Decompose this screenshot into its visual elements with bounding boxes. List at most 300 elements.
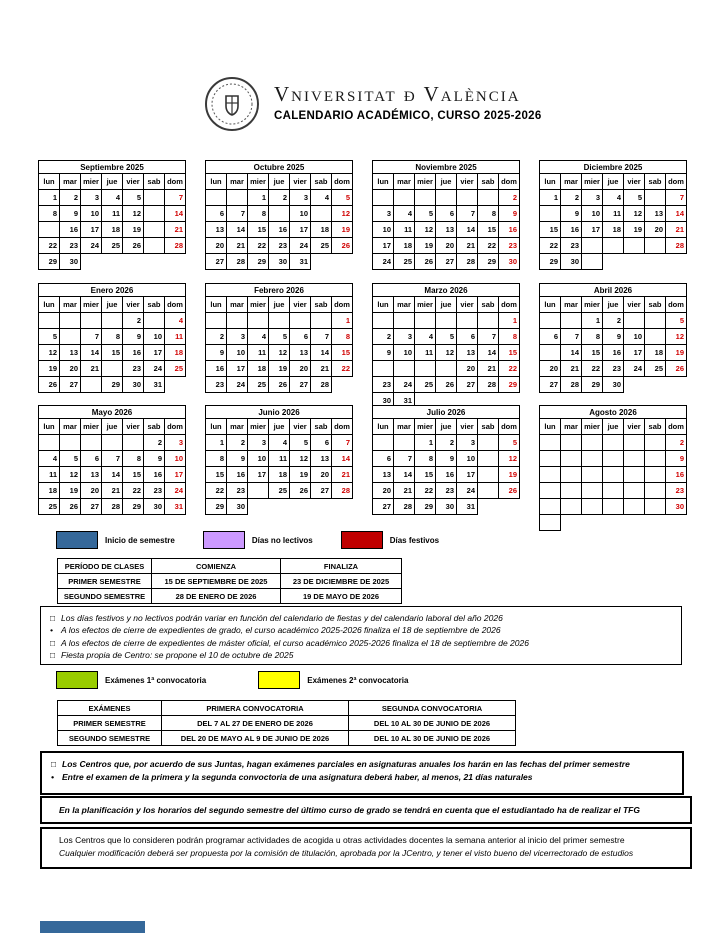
day-cell: 14 (624, 467, 645, 483)
week-row (39, 238, 186, 254)
day-cell: 26 (436, 377, 457, 393)
day-cell: 4 (561, 451, 582, 467)
day-cell: 23 (561, 238, 582, 254)
day-cell: 31 (394, 393, 415, 409)
day-cell: 24 (582, 238, 603, 254)
day-cell: 24 (540, 499, 561, 515)
week-row (373, 361, 520, 377)
week-row (39, 435, 186, 451)
day-cell: 2 (561, 190, 582, 206)
month-diciembre-2025 (539, 160, 687, 270)
weekday-header: sab (144, 174, 165, 190)
day-cell: 26 (39, 377, 60, 393)
day-cell: 27 (457, 377, 478, 393)
day-cell: 30 (666, 499, 687, 515)
day-cell: 30 (561, 254, 582, 270)
day-cell: 2 (206, 329, 227, 345)
weekday-header: mar (561, 174, 582, 190)
day-cell: 18 (165, 345, 186, 361)
day-cell: 7 (561, 329, 582, 345)
empty-cell (436, 313, 457, 329)
day-cell: 1 (332, 313, 353, 329)
exam-types-legend (56, 671, 408, 689)
week-row (373, 206, 520, 222)
day-cell: 13 (603, 467, 624, 483)
day-cell: 7 (311, 329, 332, 345)
week-row (39, 499, 186, 515)
empty-cell (394, 190, 415, 206)
day-cell: 8 (206, 451, 227, 467)
day-cell: 8 (540, 206, 561, 222)
day-cell: 6 (603, 451, 624, 467)
day-cell: 12 (415, 222, 436, 238)
week-row (540, 345, 687, 361)
day-cell: 31 (457, 499, 478, 515)
day-cell: 4 (645, 313, 666, 329)
day-cell: 16 (561, 222, 582, 238)
note-line (50, 637, 672, 649)
weekday-header: mier (582, 419, 603, 435)
week-row (39, 345, 186, 361)
day-cell: 3 (373, 206, 394, 222)
day-cell: 22 (39, 238, 60, 254)
note-text: Los Centros que, por acuerdo de sus Juntas, hagan exámenes parciales en asignaturas anuales los harán en las fechas del primer semestre (62, 759, 630, 769)
day-cell: 17 (457, 467, 478, 483)
day-cell: 30 (499, 254, 520, 270)
day-cell: 29 (206, 499, 227, 515)
week-row (373, 222, 520, 238)
day-cell: 15 (332, 345, 353, 361)
note-line (51, 771, 673, 784)
day-cell: 29 (415, 499, 436, 515)
day-cell: 23 (603, 361, 624, 377)
day-cell: 23 (373, 377, 394, 393)
day-cell: 21 (227, 238, 248, 254)
day-cell: 1 (102, 313, 123, 329)
month-title: Noviembre 2025 (373, 161, 520, 174)
day-cell: 15 (248, 222, 269, 238)
note-text: En la planificación y los horarios del segundo semestre del último curso de grado se tendrá en cuenta que el estudiantado ha de realizar el TFG (59, 805, 640, 815)
day-cell: 1 (540, 190, 561, 206)
month-enero-2026 (38, 283, 186, 393)
day-cell: 28 (624, 499, 645, 515)
day-cell: 25 (269, 483, 290, 499)
weekday-header: jue (269, 419, 290, 435)
weekday-header: vier (624, 174, 645, 190)
day-cell: 14 (478, 345, 499, 361)
day-cell: 11 (248, 345, 269, 361)
weekday-header: mar (227, 419, 248, 435)
week-row (373, 329, 520, 345)
week-row (373, 377, 520, 393)
day-cell: 12 (582, 467, 603, 483)
day-cell: 23 (269, 238, 290, 254)
day-cell: 24 (227, 377, 248, 393)
weekday-header: sab (311, 297, 332, 313)
empty-cell (540, 435, 561, 451)
day-cell: 3 (290, 190, 311, 206)
day-cell: 14 (457, 222, 478, 238)
week-row (373, 499, 520, 515)
day-cell: 18 (269, 467, 290, 483)
day-cell: 25 (478, 483, 499, 499)
weekday-header: lun (540, 297, 561, 313)
month-title: Enero 2026 (39, 284, 186, 297)
day-cell: 1 (39, 190, 60, 206)
empty-cell (582, 435, 603, 451)
weekday-header: sab (645, 297, 666, 313)
legend-holiday (341, 531, 439, 549)
day-cell: 19 (39, 361, 60, 377)
day-cell: 19 (290, 467, 311, 483)
week-row (540, 238, 687, 254)
day-cell: 12 (499, 451, 520, 467)
day-cell: 29 (645, 499, 666, 515)
day-cell: 19 (624, 222, 645, 238)
day-cell: 2 (499, 190, 520, 206)
day-cell: 24 (144, 361, 165, 377)
weekday-header: jue (436, 419, 457, 435)
month-title: Octubre 2025 (206, 161, 353, 174)
week-row (39, 222, 186, 238)
day-cell: 14 (227, 222, 248, 238)
week-row (540, 467, 687, 483)
week-row (373, 345, 520, 361)
empty-cell (81, 435, 102, 451)
week-row (540, 206, 687, 222)
day-cell: 6 (645, 190, 666, 206)
empty-cell (81, 313, 102, 329)
week-row (206, 451, 353, 467)
day-cell: 23 (499, 238, 520, 254)
day-cell: 24 (373, 254, 394, 270)
day-cell: 21 (561, 361, 582, 377)
day-cell: 13 (81, 467, 102, 483)
day-cell: 31 (290, 254, 311, 270)
day-cell: 13 (645, 206, 666, 222)
day-cell: 24 (290, 238, 311, 254)
day-cell: 19 (666, 345, 687, 361)
empty-cell (457, 313, 478, 329)
cell: 15 DE SEPTIEMBRE DE 2025 (152, 574, 281, 589)
day-cell: 24 (248, 483, 269, 499)
weekday-header: dom (332, 174, 353, 190)
day-cell: 4 (269, 435, 290, 451)
class-period-table (57, 558, 402, 604)
day-cell: 11 (561, 467, 582, 483)
day-cell: 4 (394, 206, 415, 222)
month-marzo-2026 (372, 283, 520, 409)
day-cell: 19 (60, 483, 81, 499)
day-cell: 20 (603, 483, 624, 499)
footer-bar (40, 921, 145, 933)
week-row (373, 190, 520, 206)
month-septiembre-2025 (38, 160, 186, 270)
day-cell: 6 (540, 329, 561, 345)
weekday-header: mar (394, 297, 415, 313)
weekday-header: lun (540, 174, 561, 190)
day-cell: 28 (311, 377, 332, 393)
empty-cell (457, 190, 478, 206)
day-cell: 7 (666, 190, 687, 206)
note-text: Cualquier modificación deberá ser propuesta por la comisión de titulación, aprobada por la JCentro, y tener el visto bueno del vicerrectorado de estudios (59, 848, 634, 859)
day-cell: 14 (165, 206, 186, 222)
week-row (39, 313, 186, 329)
non-teaching-swatch-icon (203, 531, 245, 549)
day-cell: 12 (436, 345, 457, 361)
day-cell: 15 (645, 467, 666, 483)
month-mayo-2026 (38, 405, 186, 515)
week-row (540, 435, 687, 451)
day-cell: 26 (415, 254, 436, 270)
week-row (206, 483, 353, 499)
week-row (540, 515, 687, 531)
day-cell: 8 (39, 206, 60, 222)
day-cell: 16 (603, 345, 624, 361)
week-row (206, 435, 353, 451)
day-cell: 3 (457, 435, 478, 451)
day-cell: 17 (540, 483, 561, 499)
day-cell: 1 (206, 435, 227, 451)
day-cell: 28 (81, 377, 102, 393)
legend-non-teaching (203, 531, 313, 549)
day-cell: 25 (645, 361, 666, 377)
empty-cell (39, 313, 60, 329)
day-cell: 26 (624, 238, 645, 254)
weekday-header: dom (666, 419, 687, 435)
day-cell: 18 (311, 222, 332, 238)
day-cell: 12 (290, 451, 311, 467)
note-line (51, 758, 673, 771)
bullet-icon: □ (51, 759, 57, 769)
day-cell: 28 (332, 483, 353, 499)
day-cell: 1 (123, 435, 144, 451)
day-cell: 5 (436, 329, 457, 345)
month-julio-2026 (372, 405, 520, 515)
month-abril-2026 (539, 283, 687, 393)
table-header-row (58, 701, 516, 716)
day-cell: 8 (645, 451, 666, 467)
cell: DEL 10 AL 30 DE JUNIO DE 2026 (349, 716, 516, 731)
empty-cell (561, 435, 582, 451)
weekday-header: dom (666, 297, 687, 313)
week-row (540, 361, 687, 377)
day-cell: 14 (102, 467, 123, 483)
day-cell: 3 (394, 329, 415, 345)
day-cell: 11 (478, 451, 499, 467)
empty-cell (394, 435, 415, 451)
weekday-header: mier (81, 419, 102, 435)
day-cell: 17 (394, 361, 415, 377)
cell: SEGUNDO SEMESTRE (58, 731, 162, 746)
day-cell: 15 (478, 222, 499, 238)
empty-cell (248, 313, 269, 329)
day-cell: 1 (582, 313, 603, 329)
day-cell: 4 (603, 190, 624, 206)
day-cell: 30 (269, 254, 290, 270)
day-cell: 19 (332, 222, 353, 238)
day-cell: 28 (561, 377, 582, 393)
cell: DEL 10 AL 30 DE JUNIO DE 2026 (349, 731, 516, 746)
weekday-header: mar (561, 419, 582, 435)
weekday-header: vier (624, 297, 645, 313)
day-cell: 10 (457, 451, 478, 467)
day-cell: 25 (561, 499, 582, 515)
day-cell: 4 (165, 313, 186, 329)
empty-cell (206, 313, 227, 329)
day-cell: 6 (436, 206, 457, 222)
day-cell: 21 (457, 238, 478, 254)
empty-cell (373, 190, 394, 206)
week-row (39, 190, 186, 206)
day-cell: 20 (436, 238, 457, 254)
weekday-header: vier (290, 297, 311, 313)
day-cell: 26 (332, 238, 353, 254)
day-cell: 28 (165, 238, 186, 254)
week-row (540, 451, 687, 467)
week-row (373, 254, 520, 270)
weekday-header: mier (415, 297, 436, 313)
day-cell: 3 (81, 190, 102, 206)
week-row (540, 329, 687, 345)
day-cell: 23 (436, 483, 457, 499)
day-cell: 9 (373, 345, 394, 361)
day-cell: 9 (206, 345, 227, 361)
day-cell: 17 (227, 361, 248, 377)
weekday-header: dom (499, 297, 520, 313)
day-cell: 23 (144, 483, 165, 499)
day-cell: 7 (165, 190, 186, 206)
day-cell: 5 (666, 313, 687, 329)
centros-note-box (40, 827, 692, 869)
day-cell: 15 (415, 467, 436, 483)
day-cell: 11 (415, 345, 436, 361)
day-cell: 5 (332, 190, 353, 206)
weekday-header: mier (248, 419, 269, 435)
weekday-header: jue (102, 419, 123, 435)
weekday-header: lun (39, 174, 60, 190)
calendar-row-3 (38, 405, 687, 531)
day-cell: 15 (206, 467, 227, 483)
empty-cell (373, 435, 394, 451)
table-row (58, 589, 402, 604)
weekday-header: sab (144, 419, 165, 435)
header-cell: SEGUNDA CONVOCATORIA (349, 701, 516, 716)
month-title: Marzo 2026 (373, 284, 520, 297)
cell: PRIMER SEMESTRE (58, 716, 162, 731)
day-cell: 13 (206, 222, 227, 238)
exam-period-table (57, 700, 516, 746)
empty-cell (206, 190, 227, 206)
week-row (206, 222, 353, 238)
weekday-header: mier (582, 297, 603, 313)
week-row (39, 467, 186, 483)
day-cell: 15 (39, 222, 60, 238)
note-text: Los Centros que lo consideren podrán programar actividades de acogida u otras actividades docentes la semana anterior al inicio del primer semestre (59, 835, 625, 845)
day-cell: 20 (60, 361, 81, 377)
day-cell: 17 (165, 467, 186, 483)
weekday-header: dom (332, 297, 353, 313)
day-cell: 2 (144, 435, 165, 451)
week-row (39, 377, 186, 393)
day-cell: 30 (60, 254, 81, 270)
note-text: A los efectos de cierre de expedientes de grado, el curso académico 2025-2026 finaliza el 18 de septiembre de 2026 (61, 625, 501, 636)
day-cell: 21 (311, 361, 332, 377)
day-cell: 24 (81, 238, 102, 254)
month-title: Febrero 2026 (206, 284, 353, 297)
weekday-header: lun (39, 419, 60, 435)
day-cell: 28 (666, 238, 687, 254)
day-cell: 9 (123, 329, 144, 345)
weekday-header: jue (603, 297, 624, 313)
day-cell: 10 (582, 206, 603, 222)
day-cell: 8 (123, 451, 144, 467)
weekday-header: lun (373, 419, 394, 435)
empty-cell (624, 435, 645, 451)
day-cell: 23 (206, 377, 227, 393)
day-cell: 7 (81, 329, 102, 345)
month-octubre-2025 (205, 160, 353, 270)
cell: DEL 7 AL 27 DE ENERO DE 2026 (162, 716, 349, 731)
day-cell: 3 (624, 313, 645, 329)
week-row (373, 467, 520, 483)
weekday-header: mier (248, 297, 269, 313)
bullet-icon: □ (50, 613, 56, 623)
day-cell: 16 (666, 467, 687, 483)
page-title: CALENDARIO ACADÉMICO, CURSO 2025-2026 (274, 110, 542, 122)
weekday-header: dom (499, 419, 520, 435)
day-cell: 8 (478, 206, 499, 222)
day-cell: 26 (269, 377, 290, 393)
day-cell: 8 (582, 329, 603, 345)
weekday-header: mier (415, 419, 436, 435)
day-cell: 25 (248, 377, 269, 393)
day-cell: 29 (540, 254, 561, 270)
day-cell: 16 (206, 361, 227, 377)
day-cell: 23 (227, 483, 248, 499)
day-cell: 21 (102, 483, 123, 499)
day-cell: 27 (311, 483, 332, 499)
day-cell: 9 (666, 451, 687, 467)
bullet-icon: • (50, 625, 53, 636)
cell: DEL 20 DE MAYO AL 9 DE JUNIO DE 2026 (162, 731, 349, 746)
weekday-header: mar (60, 297, 81, 313)
day-cell: 2 (603, 313, 624, 329)
day-cell: 27 (603, 499, 624, 515)
day-cell: 3 (582, 190, 603, 206)
day-cell: 5 (290, 435, 311, 451)
week-row (540, 313, 687, 329)
day-cell: 13 (373, 467, 394, 483)
header-cell: PRIMERA CONVOCATORIA (162, 701, 349, 716)
day-cell: 25 (415, 377, 436, 393)
day-cell: 21 (478, 361, 499, 377)
week-row (540, 222, 687, 238)
month-title: Mayo 2026 (39, 406, 186, 419)
day-cell: 20 (645, 222, 666, 238)
day-cell: 29 (123, 499, 144, 515)
day-cell: 8 (415, 451, 436, 467)
weekday-header: sab (144, 297, 165, 313)
week-row (206, 206, 353, 222)
empty-cell (561, 313, 582, 329)
weekday-header: sab (311, 174, 332, 190)
day-cell: 3 (248, 435, 269, 451)
day-cell: 12 (624, 206, 645, 222)
weekday-header: lun (373, 297, 394, 313)
day-cell: 22 (415, 483, 436, 499)
day-cell: 5 (39, 329, 60, 345)
